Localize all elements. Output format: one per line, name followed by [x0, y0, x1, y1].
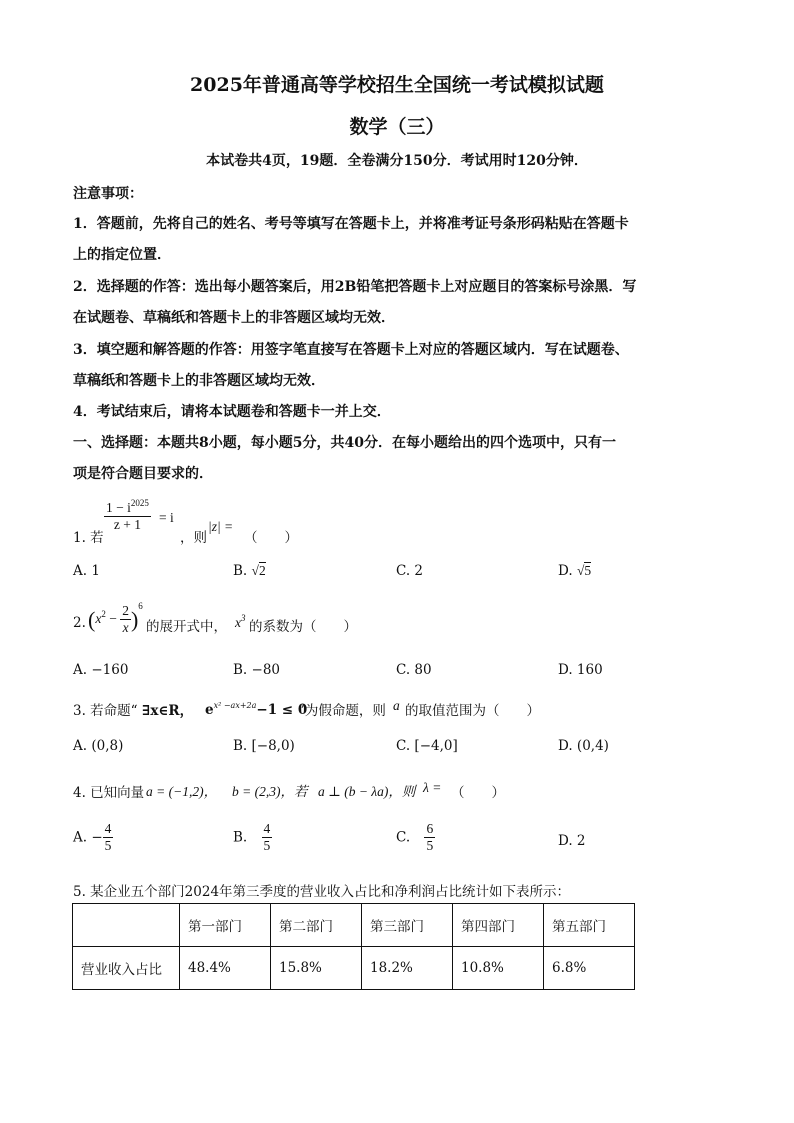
q1-frac-num: $1 - i^{2025}$: [104, 495, 151, 517]
exam-title: 2025年普通高等学校招生全国统一考试模拟试题: [190, 74, 604, 96]
notes-heading: 注意事项：: [73, 186, 143, 202]
section-heading-cont: 项是符合题目要求的．: [73, 466, 213, 482]
notes-line: 4．考试结束后，请将本试题卷和答题卡一并上交．: [73, 404, 391, 420]
q2-label: 2.: [73, 615, 86, 631]
q1-label: 1. 若: [73, 530, 104, 546]
notes-line: 草稿纸和答题卡上的非答题区域均无效．: [73, 373, 325, 389]
q1-eq: = i: [159, 510, 174, 525]
q1-frac-den: z + 1: [113, 517, 141, 532]
table-cell: 第五部门: [544, 904, 635, 947]
q4-label: 4. 已知向量: [73, 785, 145, 801]
table-cell: [73, 904, 180, 947]
notes-line: 3．填空题和解答题的作答：用签字笔直接写在答题卡上对应的答题区域内．写在试题卷、: [73, 342, 629, 358]
table-row: [73, 947, 635, 990]
q2-option-b: B. −80: [233, 662, 280, 678]
q3-option-a: A. (0,8): [73, 738, 124, 754]
table-cell: 第四部门: [453, 904, 544, 947]
q2-option-d: D. 160: [558, 662, 603, 678]
q2-text2: 的系数为（ ）: [249, 619, 357, 635]
q5-table: [72, 903, 635, 990]
q3-exists: ∃x∈R，: [142, 703, 194, 719]
q1-abs-z: |z| =: [208, 519, 234, 534]
q4-option-d: D. 2: [558, 833, 586, 849]
q2-x3: $x^3$: [235, 613, 246, 630]
q3-text: ”为假命题，则: [298, 703, 386, 719]
section-heading: 一、选择题：本题共8小题，每小题5分，共40分．在每小题给出的四个选项中，只有一: [73, 435, 616, 451]
q1-mid: ，则: [180, 530, 207, 546]
q3-option-b: B. [−8,0): [233, 738, 295, 754]
q4-blank: （ ）: [451, 785, 505, 801]
q4-vec-b: b = (2,3)，若: [232, 784, 308, 799]
q3-exp: $e^{x^2 -ax+2a}-1 \le 0$: [205, 701, 308, 718]
notes-line: 2．选择题的作答：选出每小题答案后，用2B铅笔把答题卡上对应题目的答案标号涂黑．写: [73, 279, 637, 295]
table-header-row: [73, 904, 635, 947]
table-cell: 第一部门: [180, 904, 271, 947]
q3-text2: 的取值范围为（ ）: [405, 703, 540, 719]
q4-lambda: λ =: [423, 780, 442, 795]
table-cell: 第三部门: [362, 904, 453, 947]
q2-option-c: C. 80: [396, 662, 432, 678]
table-cell: 18.2%: [362, 947, 453, 990]
q3-a: a: [393, 698, 400, 713]
q2-text: 的展开式中，: [146, 619, 227, 635]
table-cell: 15.8%: [271, 947, 362, 990]
notes-line: 在试题卷、草稿纸和答题卡上的非答题区域均无效．: [73, 310, 395, 326]
notes-line: 1．答题前，先将自己的姓名、考号等填写在答题卡上，并将准考证号条形码粘贴在答题卡: [73, 216, 629, 232]
q3-option-d: D. (0,4): [558, 738, 609, 754]
q3-label: 3. 若命题“: [73, 703, 138, 719]
q1-option-c: C. 2: [396, 563, 424, 579]
q4-perp: a ⊥ (b − λa)，则: [318, 784, 416, 799]
q4-option-c: C. $\frac{6}{5}$: [396, 821, 434, 853]
q1-fraction: [104, 495, 151, 533]
table-cell: 第二部门: [271, 904, 362, 947]
table-cell: 营业收入占比: [73, 947, 180, 990]
q4-option-b: B. $\frac{4}{5}$: [233, 821, 271, 853]
exam-subtitle: 数学（三）: [349, 116, 445, 138]
exam-intro: 本试卷共4页，19题．全卷满分150分．考试用时120分钟．: [206, 153, 588, 169]
q4-vec-a: a = (−1,2)，: [146, 784, 218, 799]
q4-option-a: A. − $\frac{4}{5}$: [73, 821, 112, 853]
notes-line: 上的指定位置．: [73, 247, 171, 263]
table-cell: 48.4%: [180, 947, 271, 990]
q3-option-c: C. [−4,0]: [396, 738, 458, 754]
table-cell: 10.8%: [453, 947, 544, 990]
q1-option-b: B. √2: [233, 563, 266, 579]
table-cell: 6.8%: [544, 947, 635, 990]
q5-text: 5. 某企业五个部门2024年第三季度的营业收入占比和净利润占比统计如下表所示：: [73, 884, 571, 900]
q2-expression: ($x^2$ − $\frac{2}{x}$ )$^6$: [88, 601, 143, 636]
q1-option-a: A. 1: [73, 563, 100, 579]
q2-option-a: A. −160: [73, 662, 129, 678]
q1-blank: （ ）: [244, 530, 298, 546]
q1-option-d: D. √5: [558, 563, 592, 579]
